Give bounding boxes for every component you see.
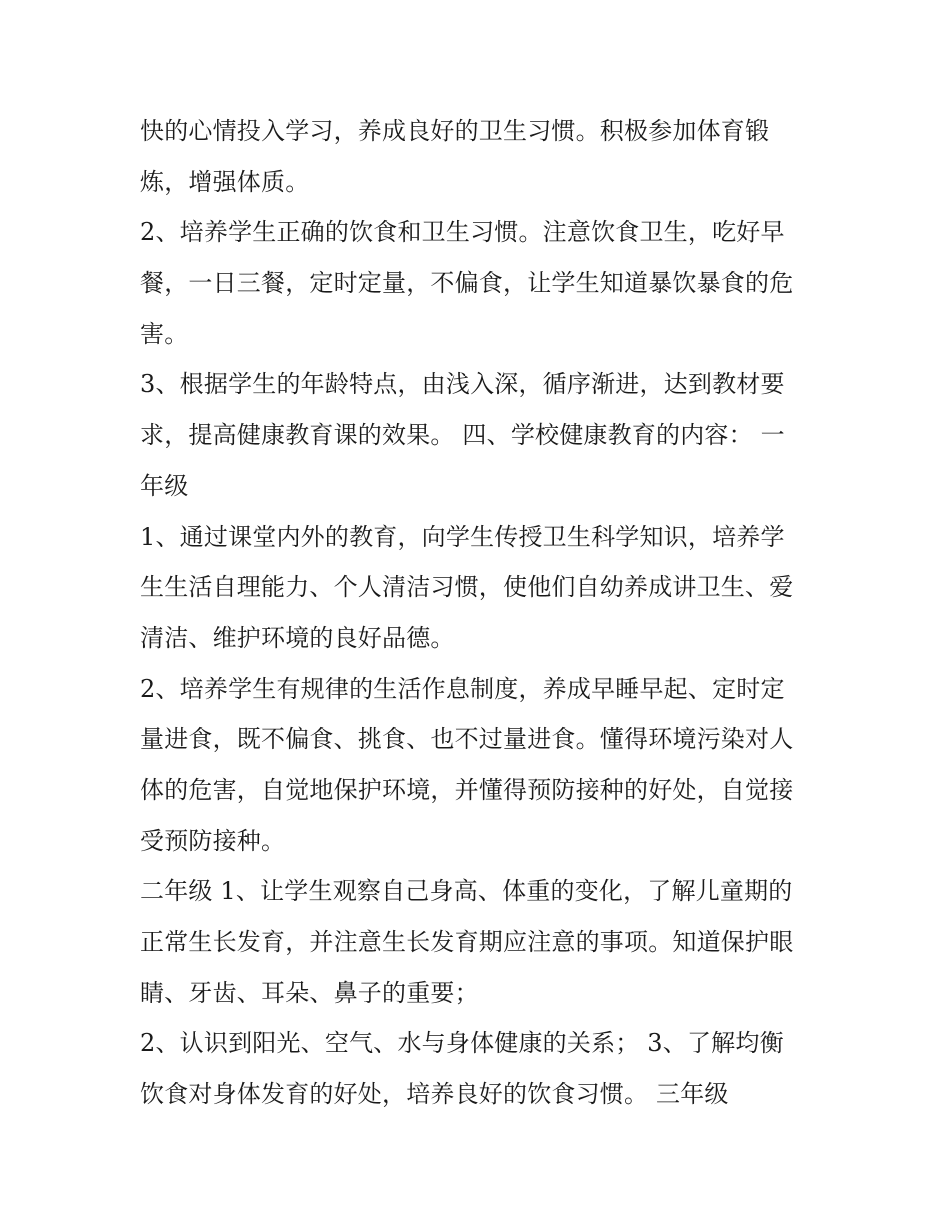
text-line: 快的心情投入学习，养成良好的卫生习惯。积极参加体育锻 xyxy=(140,117,770,145)
text-line: 2、培养学生正确的饮食和卫生习惯。注意饮食卫生，吃好早 xyxy=(140,218,785,247)
text-line: 量进食，既不偏食、挑食、也不过量进食。懂得环境污染对人 xyxy=(140,725,794,754)
text-line: 饮食对身体发育的好处，培养良好的饮食习惯。 三年级 xyxy=(140,1080,729,1109)
text-line: 2、认识到阳光、空气、水与身体健康的关系； 3、了解均衡 xyxy=(140,1029,784,1058)
text-line: 受预防接种。 xyxy=(140,826,286,855)
text-line: 清洁、维护环境的良好品德。 xyxy=(140,623,455,652)
text-line: 餐，一日三餐，定时定量，不偏食，让学生知道暴饮暴食的危 xyxy=(140,269,794,298)
text-line: 生生活自理能力、个人清洁习惯，使他们自幼养成讲卫生、爱 xyxy=(140,573,794,602)
text-line: 睛、牙齿、耳朵、鼻子的重要； xyxy=(140,978,479,1007)
text-line: 3、根据学生的年龄特点，由浅入深，循序渐进，达到教材要 xyxy=(140,370,785,399)
text-line: 二年级 1、让学生观察自己身高、体重的变化，了解儿童期的 xyxy=(140,877,793,906)
text-line: 1、通过课堂内外的教育，向学生传授卫生科学知识，培养学 xyxy=(140,522,785,551)
text-line: 求，提高健康教育课的效果。 四、学校健康教育的内容： 一 xyxy=(140,421,785,450)
text-line: 年级 xyxy=(140,471,189,500)
text-line: 体的危害，自觉地保护环境，并懂得预防接种的好处，自觉接 xyxy=(140,775,794,804)
text-line: 害。 xyxy=(140,319,189,348)
text-line: 正常生长发育，并注意生长发育期应注意的事项。知道保护眼 xyxy=(140,928,794,956)
text-line: 2、培养学生有规律的生活作息制度，养成早睡早起、定时定 xyxy=(140,674,785,703)
text-line: 炼，增强体质。 xyxy=(140,167,310,196)
document-body xyxy=(140,106,820,1120)
